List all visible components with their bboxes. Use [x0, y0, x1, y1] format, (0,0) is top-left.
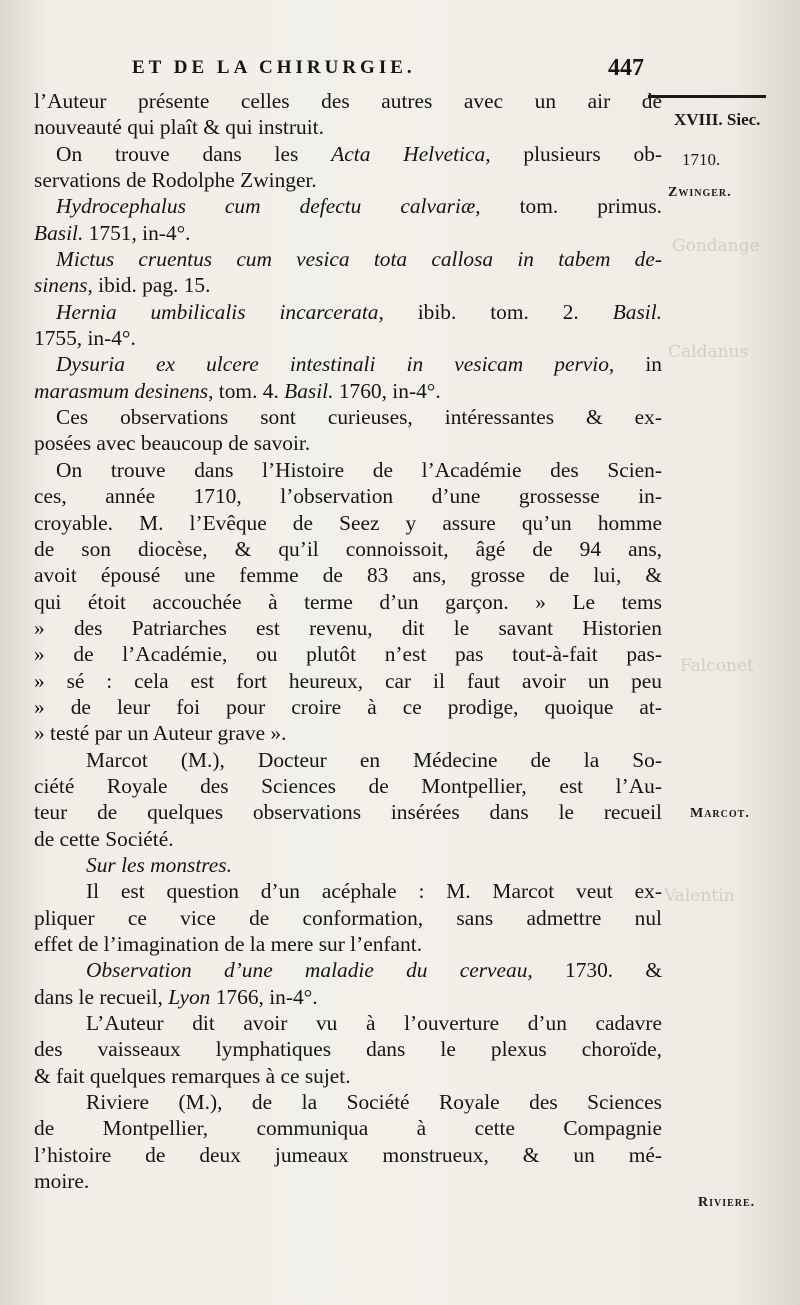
page-header [132, 52, 644, 84]
text-line: L’Auteur dit avoir vu à l’ouverture d’un cadavre [86, 1011, 662, 1036]
text-line: Mictus cruentus cum vesica tota callosa in tabem de- [56, 247, 662, 272]
text-line: On trouve dans les Acta Helvetica, plusieurs ob- [56, 141, 663, 166]
text-line: » sé : cela est fort heureux, car il faut avoir un peu [34, 668, 662, 694]
text-line: de Montpellier, communiqua à cette Compagnie [34, 1116, 662, 1141]
ghost-marginal: Gondange [672, 236, 760, 256]
body-text [34, 88, 662, 1194]
marginal-year: 1710. [682, 150, 721, 169]
text-line: servations de Rodolphe Zwinger. [34, 168, 317, 193]
text-line: » de leur foi pour croire à ce prodige, quoique at- [34, 694, 662, 720]
text-line: Observation d’une maladie du cerveau, 1730. & [86, 958, 662, 983]
text-line: Il est question d’un acéphale : M. Marcot veut ex- [86, 879, 662, 904]
marginal-century: XVIII. Siec. [674, 110, 761, 129]
text-line: Riviere (M.), de la Société Royale des Sciences [86, 1090, 662, 1115]
marginal-name-riviere: Riviere. [698, 1195, 756, 1210]
text-line: avoit épousé une femme de 83 ans, grosse de lui, & [34, 563, 662, 588]
text-line: de cette Société. [34, 826, 174, 851]
text-line: marasmum desinens, tom. 4. Basil. 1760, in-4°. [34, 378, 441, 403]
text-line: de son diocèse, & qu’il connoissoit, âgé de 94 ans, [34, 536, 662, 561]
margin-rule [648, 95, 766, 98]
text-line: teur de quelques observations insérées dans le recueil [34, 800, 662, 825]
text-line: pliquer ce vice de conformation, sans admettre nul [34, 905, 662, 930]
text-line: Basil. 1751, in-4°. [34, 220, 191, 245]
ghost-marginal: Caldanus [668, 342, 749, 362]
text-line: qui étoit accouchée à terme d’un garçon. » Le tems [34, 589, 662, 614]
ghost-marginal: Falconet [680, 656, 754, 676]
text-line: ciété Royale des Sciences de Montpellier, est l’Au- [34, 773, 662, 798]
ghost-marginal: Valentin [664, 886, 735, 906]
text-line: Marcot (M.), Docteur en Médecine de la So- [86, 747, 662, 772]
running-head: ET DE LA CHIRURGIE. [132, 57, 416, 78]
text-line: Sur les monstres. [86, 852, 232, 877]
text-line: 1755, in-4°. [34, 326, 136, 351]
text-line: croyable. M. l’Evêque de Seez y assure qu’un homme [34, 510, 662, 535]
marginal-name-zwinger: Zwinger. [668, 185, 732, 200]
text-line: nouveauté qui plaît & qui instruit. [34, 115, 324, 140]
text-line: » testé par un Auteur grave ». [34, 720, 662, 746]
text-line: l’Auteur présente celles des autres avec un air de [34, 89, 662, 113]
text-line: dans le recueil, Lyon 1766, in-4°. [34, 984, 318, 1009]
text-line: & fait quelques remarques à ce sujet. [34, 1063, 351, 1088]
text-line: Hernia umbilicalis incarcerata, ibib. tom. 2. Basil. [56, 299, 663, 324]
text-line: moire. [34, 1169, 90, 1194]
text-line: effet de l’imagination de la mere sur l’enfant. [34, 932, 423, 956]
text-line: On trouve dans l’Histoire de l’Académie des Scien- [56, 457, 662, 482]
marginal-name-marcot: Marcot. [690, 806, 750, 821]
text-line: Ces observations sont curieuses, intéressantes & ex- [56, 405, 662, 430]
text-line: ces, année 1710, l’observation d’une grossesse in- [34, 484, 662, 509]
text-line: » de l’Académie, ou plutôt n’est pas tout-à-fait pas- [34, 641, 662, 667]
text-line: posées avec beaucoup de savoir. [34, 431, 311, 456]
text-line: l’histoire de deux jumeaux monstrueux, & un mé- [34, 1142, 662, 1167]
page-number: 447 [608, 54, 644, 81]
text-line: sinens, ibid. pag. 15. [34, 273, 211, 298]
text-line: » des Patriarches est revenu, dit le savant Historien [34, 615, 662, 641]
text-line: Hydrocephalus cum defectu calvariæ, tom. primus. [56, 194, 662, 219]
text-line: des vaisseaux lymphatiques dans le plexus choroïde, [34, 1037, 662, 1062]
text-line: Dysuria ex ulcere intestinali in vesicam pervio, in [56, 352, 662, 377]
